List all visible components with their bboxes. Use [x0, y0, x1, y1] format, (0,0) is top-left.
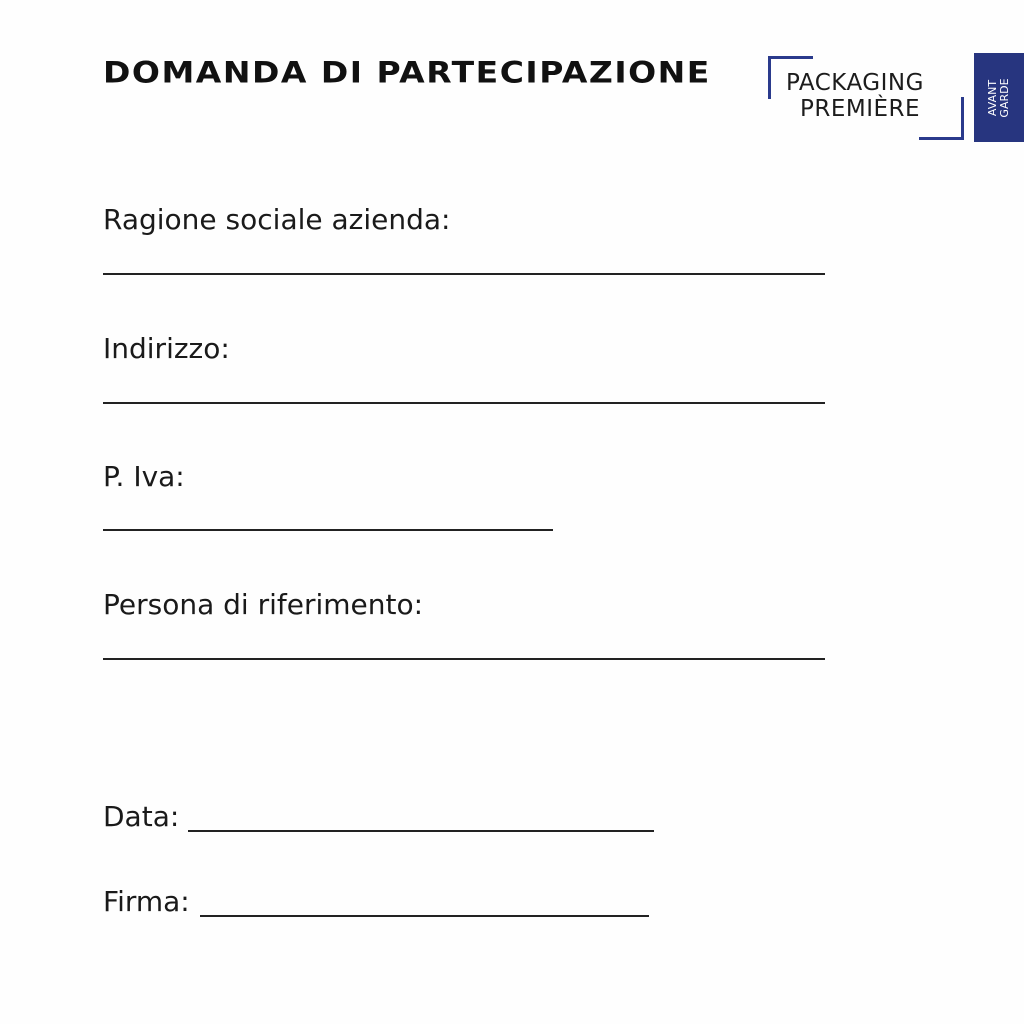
badge-text [987, 78, 1011, 117]
date-label: Data: [103, 800, 180, 833]
logo-text-line1: PACKAGING [786, 70, 924, 96]
contact-person-field-line[interactable] [103, 658, 825, 660]
logo-text-line2: PREMIÈRE [800, 96, 921, 122]
page-title: DOMANDA DI PARTECIPAZIONE [103, 55, 711, 90]
contact-person-label: Persona di riferimento: [103, 588, 424, 621]
signature-label: Firma: [103, 885, 190, 918]
address-field-line[interactable] [103, 402, 825, 404]
badge-text-line1: AVANT [986, 79, 999, 116]
signature-field-line[interactable] [200, 915, 649, 917]
packaging-premiere-logo [768, 56, 964, 140]
vat-field-line[interactable] [103, 529, 553, 531]
vat-label: P. Iva: [103, 460, 185, 493]
badge-text-line2: GARDE [998, 77, 1011, 118]
company-name-label: Ragione sociale azienda: [103, 203, 451, 236]
address-label: Indirizzo: [103, 332, 230, 365]
logo-bracket-bottom-right [919, 97, 964, 140]
company-name-field-line[interactable] [103, 273, 825, 275]
avant-garde-badge [974, 53, 1024, 142]
date-field-line[interactable] [188, 830, 654, 832]
